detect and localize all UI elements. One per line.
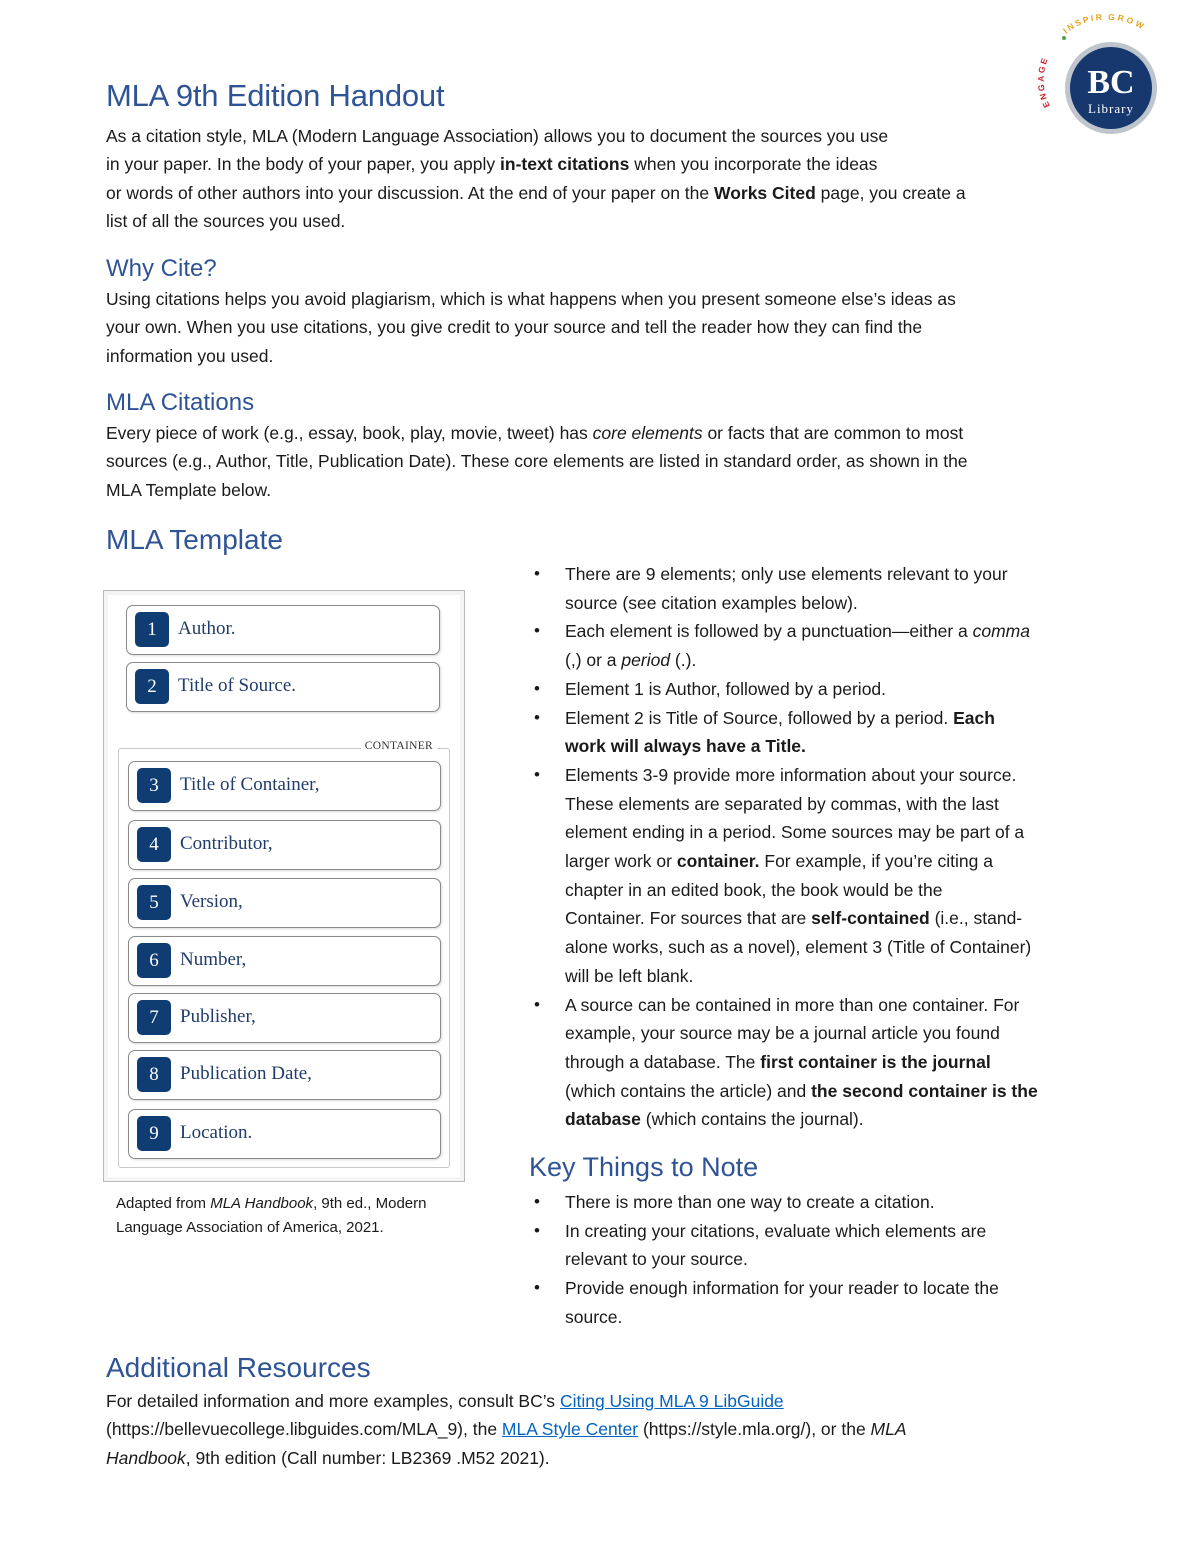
element-label: Title of Container, bbox=[180, 774, 320, 795]
mla-template-figure bbox=[103, 590, 465, 1182]
caption-line: Adapted from MLA Handbook, 9th ed., Modern bbox=[116, 1195, 427, 1212]
logo-engage-text: ENGAGE bbox=[1035, 54, 1052, 110]
additional-resources-heading: Additional Resources bbox=[106, 1352, 371, 1383]
libguide-link[interactable]: Citing Using MLA 9 LibGuide bbox=[559, 1391, 784, 1411]
additional-line: Handbook, 9th edition (Call number: LB2369 .M52 2021). bbox=[106, 1447, 550, 1468]
bc-library-logo bbox=[1028, 14, 1158, 136]
bullet-item: • A source can be contained in more than one container. For example, your source may be a journal article you found through a database. The first container is the journal (which contains the article) and the second container is the database (which contains the journal). bbox=[528, 991, 1118, 1135]
works-cited-term: Works Cited bbox=[714, 182, 816, 203]
element-label: Version, bbox=[180, 891, 243, 912]
bullet-item: • In creating your citations, evaluate which elements are relevant to your source. bbox=[528, 1217, 1118, 1274]
intro-line: As a citation style, MLA (Modern Language Association) allows you to document the sources you use bbox=[106, 126, 889, 146]
bullet-item: • Provide enough information for your reader to locate the source. bbox=[528, 1274, 1118, 1331]
bullet-item: • Element 1 is Author, followed by a period. bbox=[528, 675, 1118, 704]
why-cite-paragraph bbox=[106, 285, 956, 370]
template-element bbox=[128, 936, 441, 986]
element-number-badge: 3 bbox=[137, 768, 171, 803]
bullet-item: • Each element is followed by a punctuation—either a comma (,) or a period (.). bbox=[528, 617, 1118, 674]
element-label: Publication Date, bbox=[180, 1063, 312, 1084]
element-number-badge: 2 bbox=[135, 669, 169, 704]
additional-line: (https://bellevuecollege.libguides.com/MLA_9), the MLA Style Center (https://style.mla.org/), or the MLA bbox=[106, 1419, 907, 1440]
bullet-item: • There is more than one way to create a citation. bbox=[528, 1188, 1118, 1217]
element-number-badge: 1 bbox=[135, 612, 169, 647]
why-cite-line: Using citations helps you avoid plagiarism, which is what happens when you present someone else’s ideas as bbox=[106, 289, 956, 309]
element-number-badge: 6 bbox=[137, 943, 171, 978]
intro-paragraph bbox=[106, 122, 966, 236]
key-things-heading: Key Things to Note bbox=[529, 1152, 759, 1182]
element-number-badge: 5 bbox=[137, 885, 171, 920]
intro-line: list of all the sources you used. bbox=[106, 211, 346, 232]
mla-citations-line: MLA Template below. bbox=[106, 479, 272, 500]
element-label: Location. bbox=[180, 1122, 253, 1143]
logo-bc-text: BC bbox=[1087, 64, 1135, 101]
logo-library-text: Library bbox=[1088, 101, 1134, 116]
bullet-item: • There are 9 elements; only use elements relevant to your source (see citation examples below). bbox=[528, 560, 1118, 617]
template-element bbox=[128, 1109, 441, 1159]
intro-line: in your paper. In the body of your paper, you apply in-text citations when you incorporate the ideas bbox=[106, 154, 878, 175]
in-text-citations-term: in-text citations bbox=[500, 154, 630, 175]
element-label: Publisher, bbox=[180, 1006, 256, 1027]
element-label: Title of Source. bbox=[178, 675, 297, 696]
mla-citations-line: Every piece of work (e.g., essay, book, play, movie, tweet) has core elements or facts that are common to most bbox=[106, 423, 964, 443]
template-bullet-list bbox=[528, 560, 1118, 1134]
mla-citations-line: sources (e.g., Author, Title, Publication Date). These core elements are listed in standard order, as shown in the bbox=[106, 451, 968, 472]
element-number-badge: 7 bbox=[137, 1000, 171, 1035]
template-element bbox=[128, 993, 441, 1043]
intro-line: or words of other authors into your discussion. At the end of your paper on the Works Cited page, you create a bbox=[106, 182, 966, 203]
additional-resources-paragraph bbox=[106, 1387, 907, 1472]
template-element bbox=[128, 878, 441, 928]
mla-citations-heading: MLA Citations bbox=[106, 389, 255, 416]
element-number-badge: 8 bbox=[137, 1057, 171, 1092]
template-element bbox=[128, 761, 441, 811]
template-element bbox=[128, 820, 441, 870]
mla-citations-paragraph bbox=[106, 419, 968, 504]
logo-grow-text: GROW bbox=[1107, 14, 1148, 33]
mla-template-heading: MLA Template bbox=[106, 524, 283, 555]
core-elements-term: core elements bbox=[592, 423, 703, 443]
element-label: Number, bbox=[180, 949, 247, 970]
template-element bbox=[126, 605, 440, 655]
element-label: Author. bbox=[178, 618, 236, 639]
element-number-badge: 4 bbox=[137, 827, 171, 862]
additional-line: For detailed information and more examples, consult BC’s Citing Using MLA 9 LibGuide bbox=[106, 1391, 784, 1411]
template-caption bbox=[116, 1192, 476, 1240]
why-cite-heading: Why Cite? bbox=[106, 255, 217, 282]
container-label: CONTAINER bbox=[361, 740, 437, 752]
bullet-item: • Elements 3-9 provide more information about your source. These elements are separated by commas, with the last element ending in a period. Some sources may be part of a larger work or container. For example, if you’re citing a chapter in an edited book, the book would be the Container. For sources that are self-contained (i.e., stand- alone works, such as a novel), element 3 (Title of Container) will be left blank. bbox=[528, 761, 1118, 991]
logo-inspire-text: INSPIR bbox=[1060, 14, 1105, 36]
caption-line: Language Association of America, 2021. bbox=[116, 1219, 384, 1236]
element-label: Contributor, bbox=[180, 833, 273, 854]
bc-library-logo-graphic bbox=[1028, 14, 1158, 136]
why-cite-line: your own. When you use citations, you give credit to your source and tell the reader how they can find the bbox=[106, 317, 923, 338]
why-cite-line: information you used. bbox=[106, 345, 274, 366]
template-element bbox=[126, 662, 440, 712]
key-things-list bbox=[528, 1188, 1118, 1332]
page-title: MLA 9th Edition Handout bbox=[106, 78, 445, 113]
bullet-item: • Element 2 is Title of Source, followed by a period. Each work will always have a Title. bbox=[528, 704, 1118, 761]
element-number-badge: 9 bbox=[137, 1116, 171, 1151]
template-element bbox=[128, 1050, 441, 1100]
mla-style-center-link[interactable]: MLA Style Center bbox=[501, 1419, 639, 1440]
